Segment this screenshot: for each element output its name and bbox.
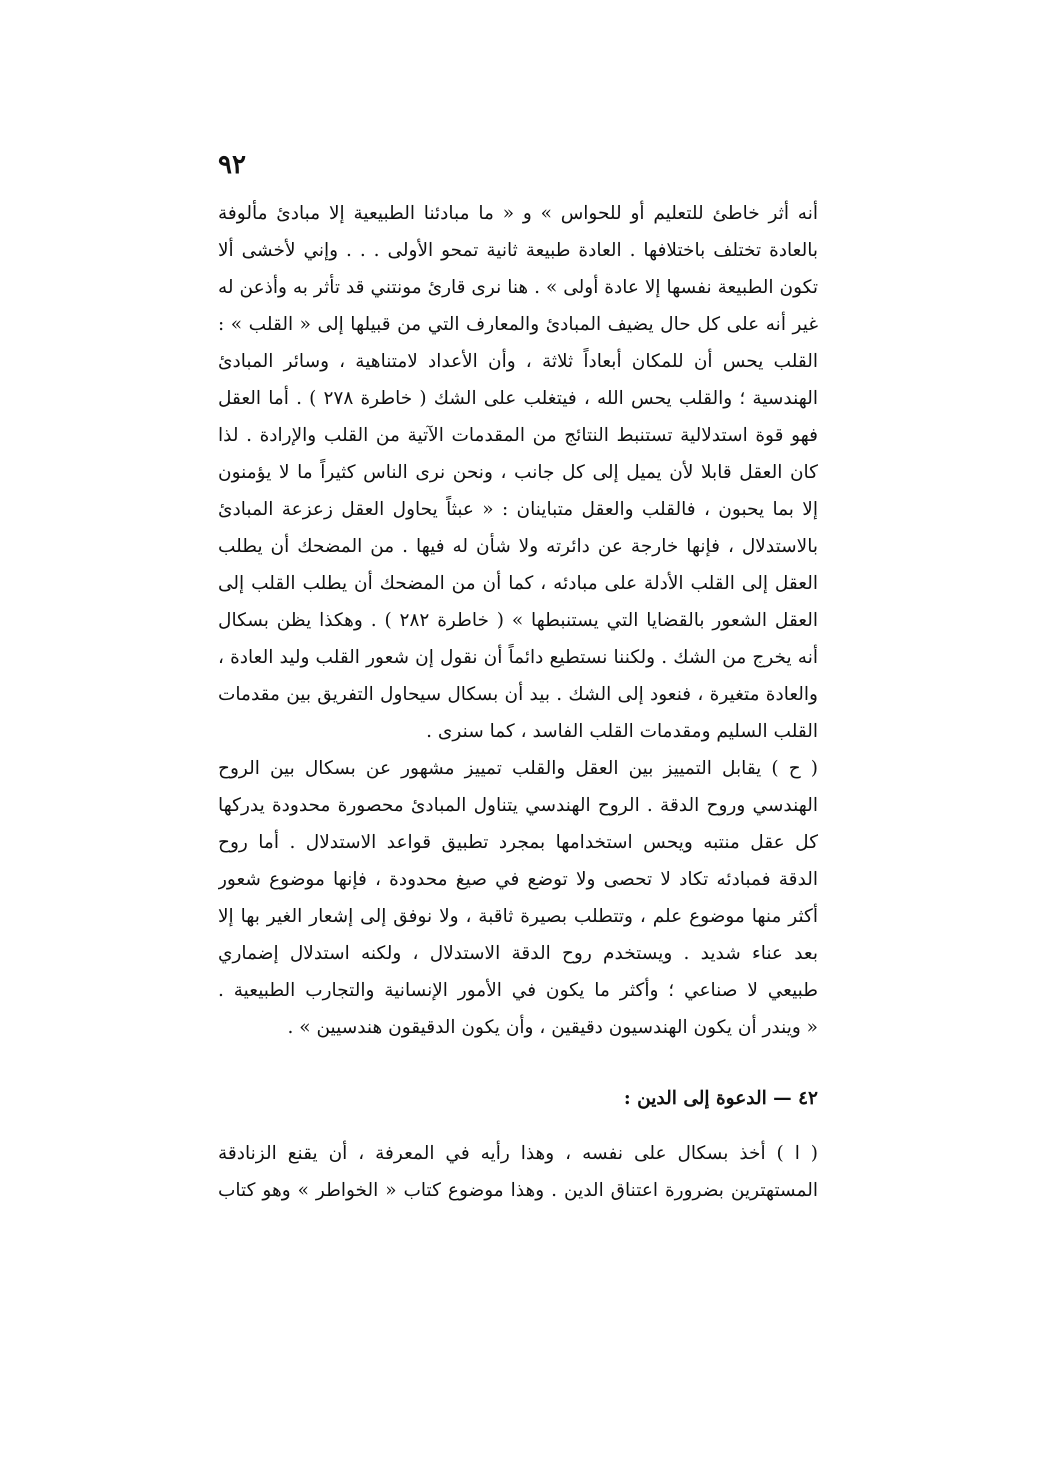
- section-heading-block: [218, 1080, 818, 1117]
- paragraph-1: [218, 195, 818, 750]
- text-line: ( ح ) يقابل التمييز بين العقل والقلب تمييز مشهور عن بسكال بين الروح: [218, 758, 818, 779]
- text-line: الدقة فمبادئه تكاد لا تحصى ولا توضع في صيغ محدودة ، فإنها موضوع شعور: [218, 869, 818, 890]
- text-line: الهندسي وروح الدقة . الروح الهندسي يتناول المبادئ محصورة محدودة يدركها: [218, 795, 818, 816]
- text-line: كل عقل منتبه ويحس استخدامها بمجرد تطبيق قواعد الاستدلال . أما روح: [218, 832, 818, 853]
- text-line: غير أنه على كل حال يضيف المبادئ والمعارف التي من قبيلها إلى « القلب » :: [218, 314, 818, 335]
- text-line: المستهترين بضرورة اعتناق الدين . وهذا موضوع كتاب « الخواطر » وهو كتاب: [218, 1180, 818, 1201]
- text-line: الهندسية ؛ والقلب يحس الله ، فيتغلب على الشك ( خاطرة ٢٧٨ ) . أما العقل: [218, 388, 818, 409]
- text-line: إلا بما يحبون ، فالقلب والعقل متباينان : « عبثاً يحاول العقل زعزعة المبادئ: [218, 499, 818, 520]
- paragraph-2: [218, 750, 818, 1046]
- text-line: القلب السليم ومقدمات القلب الفاسد ، كما سنرى .: [426, 721, 818, 742]
- text-line: العقل إلى القلب الأدلة على مبادئه ، كما أن من المضحك أن يطلب القلب إلى: [218, 573, 818, 594]
- paragraph-3: [218, 1135, 818, 1209]
- text-line: بعد عناء شديد . ويستخدم روح الدقة الاستدلال ، ولكنه استدلال إضماري: [218, 943, 818, 964]
- text-line: والعادة متغيرة ، فنعود إلى الشك . بيد أن بسكال سيحاول التفريق بين مقدمات: [218, 684, 818, 705]
- text-line: تكون الطبيعة نفسها إلا عادة أولى » . هنا نرى قارئ مونتني قد تأثر به وأذعن له: [218, 277, 818, 298]
- page-number: ٩٢: [218, 150, 246, 180]
- text-line: أكثر منها موضوع علم ، وتتطلب بصيرة ثاقبة ، ولا نوفق إلى إشعار الغير بها إلا: [218, 906, 818, 927]
- text-line: « ويندر أن يكون الهندسيون دقيقين ، وأن يكون الدقيقون هندسيين » .: [287, 1017, 818, 1038]
- text-line: بالاستدلال ، فإنها خارجة عن دائرته ولا شأن له فيها . من المضحك أن يطلب: [218, 536, 818, 557]
- text-line: بالعادة تختلف باختلافها . العادة طبيعة ثانية تمحو الأولى . . . وإني لأخشى ألا: [218, 240, 818, 261]
- text-line: طبيعي لا صناعي ؛ وأكثر ما يكون في الأمور الإنسانية والتجارب الطبيعية .: [218, 980, 818, 1001]
- text-line: فهو قوة استدلالية تستنبط النتائج من المقدمات الآتية من القلب والإرادة . لذا: [218, 425, 818, 446]
- text-line: العقل الشعور بالقضايا التي يستنبطها » ( خاطرة ٢٨٢ ) . وهكذا يظن بسكال: [218, 610, 818, 631]
- text-line: القلب يحس أن للمكان أبعاداً ثلاثة ، وأن الأعداد لامتناهية ، وسائر المبادئ: [218, 351, 818, 372]
- section-heading: ٤٢ — الدعوة إلى الدين :: [623, 1088, 818, 1109]
- text-line: ( ا ) أخذ بسكال على نفسه ، وهذا رأيه في المعرفة ، أن يقنع الزنادقة: [218, 1143, 818, 1164]
- text-line: أنه أثر خاطئ للتعليم أو للحواس » و « ما مبادئنا الطبيعية إلا مبادئ مألوفة: [218, 203, 818, 224]
- text-line: كان العقل قابلا لأن يميل إلى كل جانب ، ونحن نرى الناس كثيراً ما لا يؤمنون: [218, 462, 818, 483]
- text-line: أنه يخرج من الشك . ولكننا نستطيع دائماً أن نقول إن شعور القلب وليد العادة ،: [218, 647, 818, 668]
